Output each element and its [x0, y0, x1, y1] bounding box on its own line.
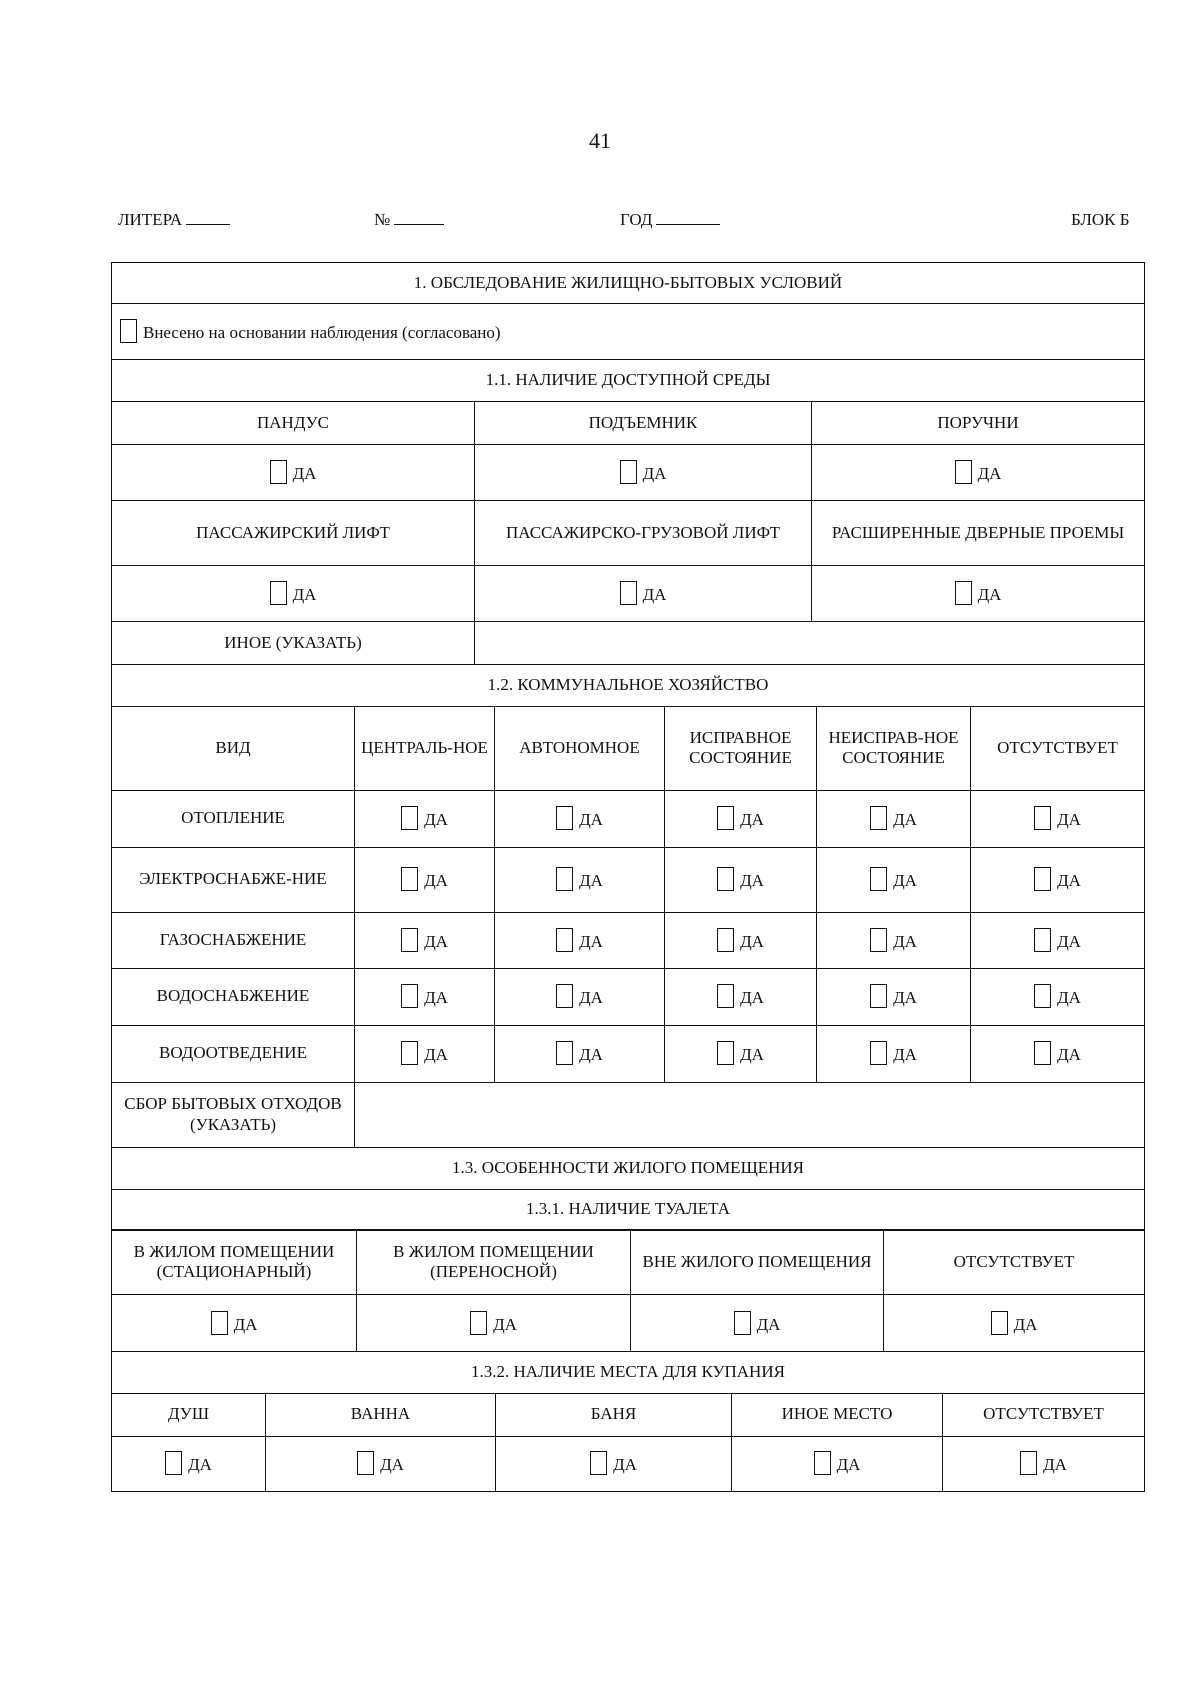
- yes-label: ДА: [642, 464, 667, 484]
- yes-label: ДА: [292, 464, 317, 484]
- utilities-header: ЦЕНТРАЛЬ-НОЕ: [355, 706, 495, 790]
- passenger-lift-checkbox[interactable]: [270, 581, 287, 605]
- utility-checkbox[interactable]: [870, 928, 887, 952]
- yes-label: ДА: [233, 1314, 258, 1334]
- utilities-header: ВИД: [112, 706, 355, 790]
- yes-label: ДА: [740, 988, 764, 1008]
- toilet-checkbox[interactable]: [991, 1311, 1008, 1335]
- utility-checkbox[interactable]: [870, 984, 887, 1008]
- observation-label: Внесено на основании наблюдения (согласовано): [143, 323, 501, 343]
- utility-name: ВОДОСНАБЖЕНИЕ: [112, 968, 355, 1025]
- yes-label: ДА: [424, 1045, 448, 1065]
- toilet-option-label: В ЖИЛОМ ПОМЕЩЕНИИ (СТАЦИОНАРНЫЙ): [112, 1230, 357, 1295]
- yes-label: ДА: [188, 1455, 212, 1475]
- yes-label: ДА: [1057, 1045, 1081, 1065]
- yes-label: ДА: [893, 988, 917, 1008]
- waste-label: СБОР БЫТОВЫХ ОТХОДОВ (УКАЗАТЬ): [112, 1082, 355, 1147]
- access-label: ПАНДУС: [112, 402, 475, 445]
- utility-checkbox[interactable]: [1034, 806, 1051, 830]
- yes-label: ДА: [613, 1455, 637, 1475]
- utility-checkbox[interactable]: [1034, 984, 1051, 1008]
- utility-checkbox[interactable]: [1034, 1041, 1051, 1065]
- yes-label: ДА: [1057, 871, 1081, 891]
- utilities-row: [112, 790, 1145, 847]
- utility-checkbox[interactable]: [401, 1041, 418, 1065]
- bath-option-label: БАНЯ: [496, 1393, 732, 1436]
- block-label: БЛОК Б: [1071, 210, 1130, 229]
- utilities-header: ИСПРАВНОЕ СОСТОЯНИЕ: [665, 706, 817, 790]
- access-label: РАСШИРЕННЫЕ ДВЕРНЫЕ ПРОЕМЫ: [812, 501, 1145, 566]
- section-1-1-title: 1.1. НАЛИЧИЕ ДОСТУПНОЙ СРЕДЫ: [112, 360, 1145, 402]
- toilet-option-label: ОТСУТСТВУЕТ: [884, 1230, 1145, 1295]
- bath-checkbox[interactable]: [1020, 1451, 1037, 1475]
- bath-checkbox[interactable]: [590, 1451, 607, 1475]
- toilet-checkbox[interactable]: [470, 1311, 487, 1335]
- section-1-2-title: 1.2. КОММУНАЛЬНОЕ ХОЗЯЙСТВО: [112, 665, 1145, 707]
- bath-option-label: ОТСУТСТВУЕТ: [943, 1393, 1145, 1436]
- utility-checkbox[interactable]: [717, 1041, 734, 1065]
- yes-label: ДА: [740, 810, 764, 830]
- toilet-checkbox[interactable]: [211, 1311, 228, 1335]
- other-access-label: ИНОЕ (УКАЗАТЬ): [112, 622, 475, 665]
- utility-checkbox[interactable]: [870, 1041, 887, 1065]
- utility-name: ЭЛЕКТРОСНАБЖЕ-НИЕ: [112, 847, 355, 912]
- ramp-checkbox[interactable]: [270, 460, 287, 484]
- survey-form: [111, 262, 1144, 1492]
- bath-option-label: ВАННА: [266, 1393, 496, 1436]
- utilities-row: [112, 1025, 1145, 1082]
- wide-doors-checkbox[interactable]: [955, 581, 972, 605]
- yes-label: ДА: [756, 1314, 781, 1334]
- yes-label: ДА: [740, 931, 764, 951]
- yes-label: ДА: [893, 931, 917, 951]
- access-label: ПАССАЖИРСКО-ГРУЗОВОЙ ЛИФТ: [475, 501, 812, 566]
- yes-label: ДА: [740, 1045, 764, 1065]
- utility-checkbox[interactable]: [401, 984, 418, 1008]
- handrails-checkbox[interactable]: [955, 460, 972, 484]
- other-access-input[interactable]: [475, 622, 1145, 665]
- section-1-3-2-title: 1.3.2. НАЛИЧИЕ МЕСТА ДЛЯ КУПАНИЯ: [112, 1352, 1145, 1394]
- observation-row[interactable]: [112, 304, 1145, 360]
- section-1-3-1-title: 1.3.1. НАЛИЧИЕ ТУАЛЕТА: [112, 1189, 1145, 1230]
- yes-label: ДА: [893, 1045, 917, 1065]
- toilet-checkbox[interactable]: [734, 1311, 751, 1335]
- yes-label: ДА: [740, 871, 764, 891]
- utility-name: ВОДООТВЕДЕНИЕ: [112, 1025, 355, 1082]
- bath-checkbox[interactable]: [357, 1451, 374, 1475]
- yes-label: ДА: [579, 810, 603, 830]
- yes-label: ДА: [1057, 810, 1081, 830]
- access-label: ПОРУЧНИ: [812, 402, 1145, 445]
- waste-input[interactable]: [355, 1082, 1145, 1147]
- lift-platform-checkbox[interactable]: [620, 460, 637, 484]
- year-field[interactable]: [620, 210, 720, 230]
- yes-label: ДА: [579, 871, 603, 891]
- utility-checkbox[interactable]: [556, 1041, 573, 1065]
- yes-label: ДА: [424, 988, 448, 1008]
- utility-checkbox[interactable]: [556, 867, 573, 891]
- yes-label: ДА: [579, 988, 603, 1008]
- page-number: 41: [589, 128, 611, 153]
- litera-label: ЛИТЕРА: [118, 210, 183, 229]
- yes-label: ДА: [1013, 1314, 1038, 1334]
- yes-label: ДА: [893, 810, 917, 830]
- bathing-table: [111, 1393, 1145, 1492]
- access-label: ПОДЪЕМНИК: [475, 402, 812, 445]
- yes-label: ДА: [380, 1455, 404, 1475]
- year-blank[interactable]: [656, 210, 720, 225]
- yes-label: ДА: [424, 931, 448, 951]
- observation-checkbox[interactable]: [120, 319, 137, 343]
- utility-checkbox[interactable]: [401, 867, 418, 891]
- yes-label: ДА: [1043, 1455, 1067, 1475]
- yes-label: ДА: [642, 585, 667, 605]
- utility-checkbox[interactable]: [717, 984, 734, 1008]
- year-label: ГОД: [620, 210, 653, 229]
- yes-label: ДА: [836, 1455, 861, 1475]
- yes-label: ДА: [292, 585, 317, 605]
- utility-checkbox[interactable]: [717, 928, 734, 952]
- utility-checkbox[interactable]: [556, 806, 573, 830]
- utility-checkbox[interactable]: [556, 928, 573, 952]
- utility-checkbox[interactable]: [717, 867, 734, 891]
- utilities-header: АВТОНОМНОЕ: [495, 706, 665, 790]
- number-blank[interactable]: [394, 210, 444, 225]
- utilities-table: [111, 706, 1145, 1231]
- utilities-row: [112, 847, 1145, 912]
- utility-checkbox[interactable]: [870, 867, 887, 891]
- yes-label: ДА: [579, 1045, 603, 1065]
- yes-label: ДА: [977, 464, 1002, 484]
- number-label: №: [374, 210, 391, 229]
- section-1-title: 1. ОБСЛЕДОВАНИЕ ЖИЛИЩНО-БЫТОВЫХ УСЛОВИЙ: [112, 263, 1145, 304]
- utility-checkbox[interactable]: [717, 806, 734, 830]
- bath-option-label: ИНОЕ МЕСТО: [732, 1393, 943, 1436]
- yes-label: ДА: [424, 810, 448, 830]
- utility-checkbox[interactable]: [556, 984, 573, 1008]
- utility-checkbox[interactable]: [1034, 928, 1051, 952]
- toilet-option-label: В ЖИЛОМ ПОМЕЩЕНИИ (ПЕРЕНОСНОЙ): [357, 1230, 631, 1295]
- yes-label: ДА: [424, 871, 448, 891]
- section-1-table: [111, 262, 1145, 707]
- yes-label: ДА: [493, 1314, 517, 1334]
- utility-name: ГАЗОСНАБЖЕНИЕ: [112, 912, 355, 968]
- yes-label: ДА: [977, 585, 1002, 605]
- utility-checkbox[interactable]: [401, 928, 418, 952]
- litera-field[interactable]: [118, 210, 230, 230]
- access-label: ПАССАЖИРСКИЙ ЛИФТ: [112, 501, 475, 566]
- section-1-3-title: 1.3. ОСОБЕННОСТИ ЖИЛОГО ПОМЕЩЕНИЯ: [112, 1147, 1145, 1189]
- toilet-option-label: ВНЕ ЖИЛОГО ПОМЕЩЕНИЯ: [631, 1230, 884, 1295]
- number-field[interactable]: [374, 210, 444, 230]
- bath-checkbox[interactable]: [165, 1451, 182, 1475]
- yes-label: ДА: [1057, 931, 1081, 951]
- utilities-header: ОТСУТСТВУЕТ: [971, 706, 1145, 790]
- utilities-header: НЕИСПРАВ-НОЕ СОСТОЯНИЕ: [817, 706, 971, 790]
- toilet-table: [111, 1229, 1145, 1394]
- yes-label: ДА: [893, 871, 917, 891]
- utility-name: ОТОПЛЕНИЕ: [112, 790, 355, 847]
- yes-label: ДА: [1057, 988, 1081, 1008]
- utility-checkbox[interactable]: [870, 806, 887, 830]
- freight-lift-checkbox[interactable]: [620, 581, 637, 605]
- bath-checkbox[interactable]: [814, 1451, 831, 1475]
- yes-label: ДА: [579, 931, 603, 951]
- utility-checkbox[interactable]: [401, 806, 418, 830]
- utility-checkbox[interactable]: [1034, 867, 1051, 891]
- utilities-row: [112, 912, 1145, 968]
- litera-blank[interactable]: [186, 210, 230, 225]
- utilities-row: [112, 968, 1145, 1025]
- bath-option-label: ДУШ: [112, 1393, 266, 1436]
